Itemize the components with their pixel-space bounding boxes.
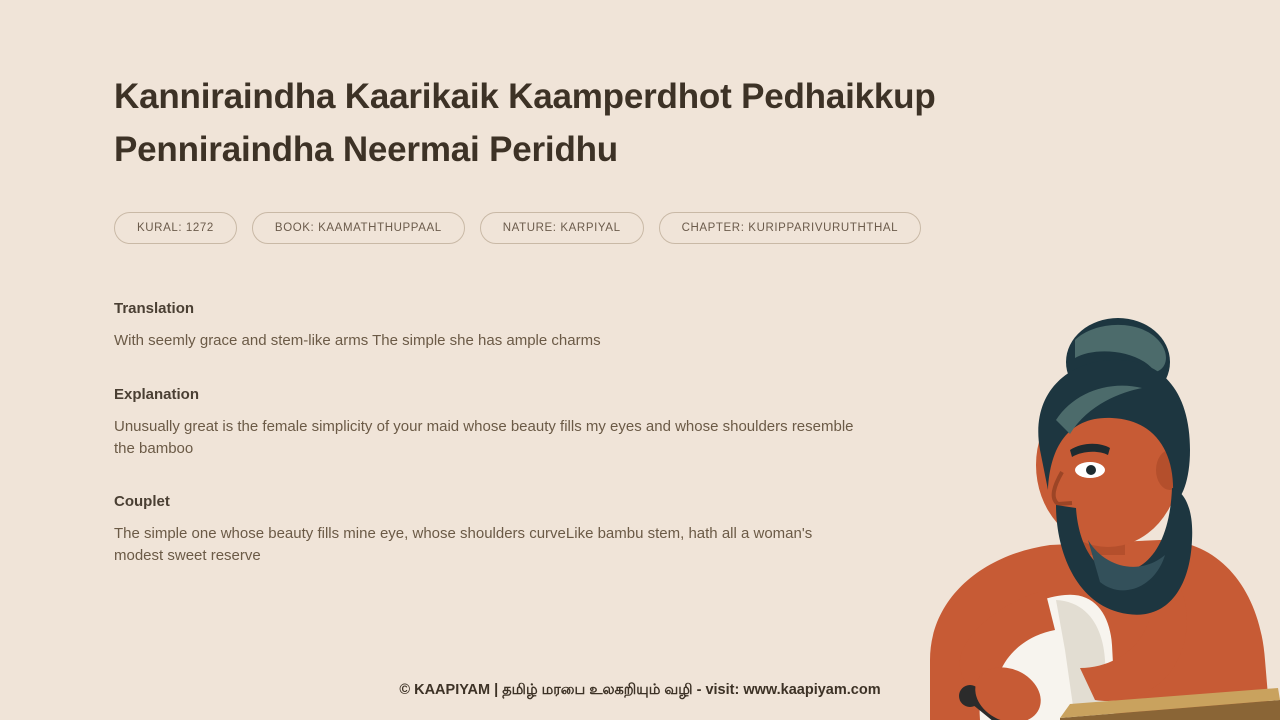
badge-kural: KURAL: 1272 [114, 212, 237, 244]
badge-book: BOOK: KAAMATHTHUPPAAL [252, 212, 465, 244]
section-explanation [114, 386, 1014, 460]
badge-nature: NATURE: KARPIYAL [480, 212, 644, 244]
section-couplet [114, 493, 1014, 567]
section-translation [114, 300, 1014, 352]
badge-chapter: CHAPTER: KURIPPARIVURUTHTHAL [659, 212, 922, 244]
footer-attribution: © KAAPIYAM | தமிழ் மரபை உலகறியும் வழி - visit: www.kaapiyam.com [399, 682, 881, 698]
document-content [114, 70, 1014, 567]
page-title: Kanniraindha Kaarikaik Kaamperdhot Pedhaikkup Penniraindha Neermai Peridhu [114, 77, 936, 170]
explanation-label: Explanation [114, 385, 200, 403]
translation-label: Translation [114, 300, 195, 318]
couplet-label: Couplet [114, 492, 170, 510]
explanation-text: Unusually great is the female simplicity of your maid whose beauty fills my eyes and whose shoulders resemble the bamboo [114, 417, 854, 457]
couplet-text: The simple one whose beauty fills mine eye, whose shoulders curveLike bambu stem, hath all a woman's modest sweet reserve [114, 524, 813, 565]
translation-text: With seemly grace and stem-like arms The simple she has ample charms [114, 332, 601, 350]
metadata-badges [114, 212, 1014, 244]
